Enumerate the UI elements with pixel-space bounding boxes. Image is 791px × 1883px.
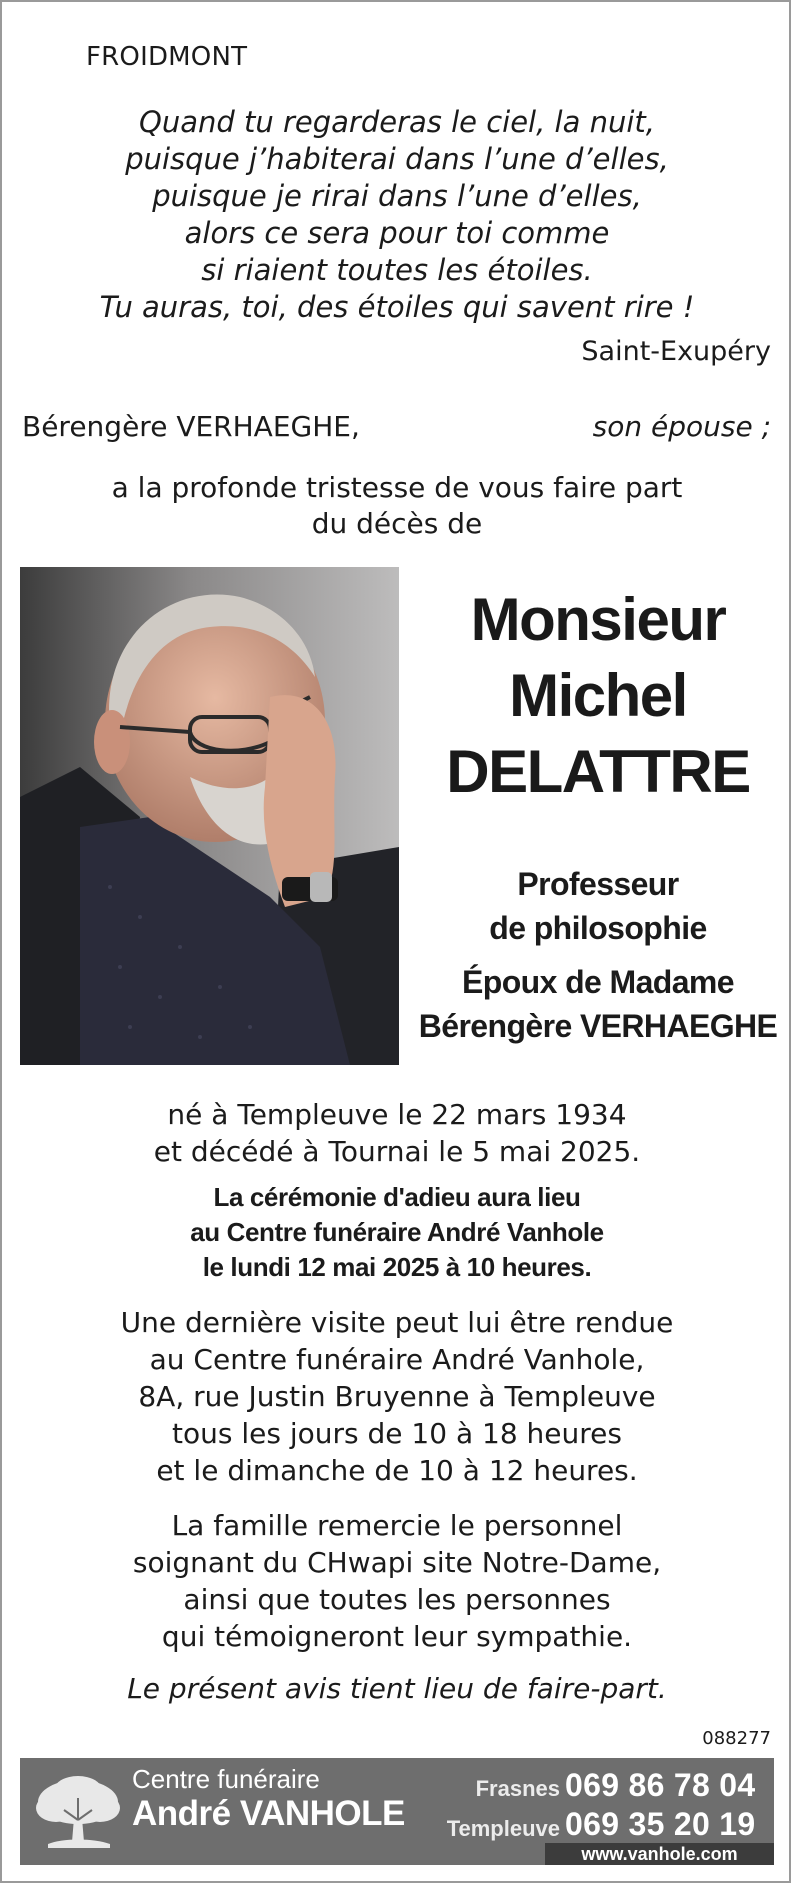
ceremony-info: [42, 1180, 752, 1285]
portrait-photo: [20, 567, 399, 1065]
visit-line: Une dernière visite peut lui être rendue: [120, 1306, 674, 1339]
thanks-line: qui témoigneront leur sympathie.: [161, 1620, 633, 1653]
poem-line: alors ce sera pour toi comme: [184, 216, 610, 250]
intro-line: du décès de: [311, 507, 483, 540]
visit-line: tous les jours de 10 à 18 heures: [172, 1417, 622, 1450]
death-line: et décédé à Tournai le 5 mai 2025.: [153, 1135, 641, 1168]
poem-line: si riaient toutes les étoiles.: [201, 253, 593, 287]
deceased-last-name: DELATTRE: [446, 738, 750, 805]
poem-author: Saint-Exupéry: [581, 336, 771, 367]
city-frasnes: Frasnes: [475, 1776, 560, 1801]
spouse-line: Époux de Madame: [462, 964, 734, 1000]
phone-templeuve[interactable]: 069 35 20 19: [565, 1806, 756, 1842]
poem-line: puisque je rirai dans l’une d’elles,: [152, 179, 642, 213]
notice-text: Le présent avis tient lieu de faire-part.: [127, 1672, 667, 1705]
footer-label: Centre funéraire: [132, 1764, 320, 1794]
profession-line: Professeur: [517, 866, 679, 902]
reference-number: 088277: [702, 1728, 771, 1749]
spouse-line: Bérengère VERHAEGHE: [418, 1008, 778, 1044]
poem-line: Tu auras, toi, des étoiles qui savent rire !: [99, 290, 695, 324]
poem: [62, 104, 732, 326]
poem-line: Quand tu regarderas le ciel, la nuit,: [139, 105, 655, 139]
ceremony-line: La cérémonie d'adieu aura lieu: [213, 1182, 581, 1212]
oak-tree-icon: [28, 1768, 128, 1854]
deceased-details: [412, 862, 784, 1048]
birth-line: né à Templeuve le 22 mars 1934: [167, 1098, 627, 1131]
ceremony-line: le lundi 12 mai 2025 à 10 heures.: [202, 1252, 592, 1282]
poem-line: puisque j’habiterai dans l’une d’elles,: [125, 142, 669, 176]
intro-text: [62, 470, 732, 542]
thanks-line: soignant du CHwapi site Notre-Dame,: [132, 1546, 662, 1579]
ceremony-line: au Centre funéraire André Vanhole: [190, 1217, 604, 1247]
visit-line: 8A, rue Justin Bruyenne à Templeuve: [138, 1380, 656, 1413]
deceased-title: Monsieur: [470, 586, 726, 653]
visit-line: et le dimanche de 10 à 12 heures.: [156, 1454, 638, 1487]
thanks-text: [42, 1507, 752, 1655]
website-link[interactable]: www.vanhole.com: [545, 1843, 774, 1865]
birth-death-dates: [42, 1096, 752, 1170]
profession-line: de philosophie: [489, 910, 707, 946]
town-name: FROIDMONT: [86, 42, 248, 72]
footer-company-name: André VANHOLE: [132, 1794, 405, 1833]
phone-frasnes[interactable]: 069 86 78 04: [565, 1767, 756, 1803]
announcer-role: son épouse ;: [592, 410, 771, 443]
announcer-name: Bérengère VERHAEGHE,: [22, 410, 360, 443]
thanks-line: ainsi que toutes les personnes: [183, 1583, 611, 1616]
city-templeuve: Templeuve: [446, 1816, 560, 1841]
deceased-first-name: Michel: [509, 662, 687, 729]
funeral-home-banner: [20, 1758, 774, 1865]
deceased-name: [412, 582, 784, 810]
thanks-line: La famille remercie le personnel: [171, 1509, 623, 1542]
visit-info: [42, 1304, 752, 1489]
visit-line: au Centre funéraire André Vanhole,: [149, 1343, 645, 1376]
intro-line: a la profonde tristesse de vous faire part: [111, 471, 683, 504]
